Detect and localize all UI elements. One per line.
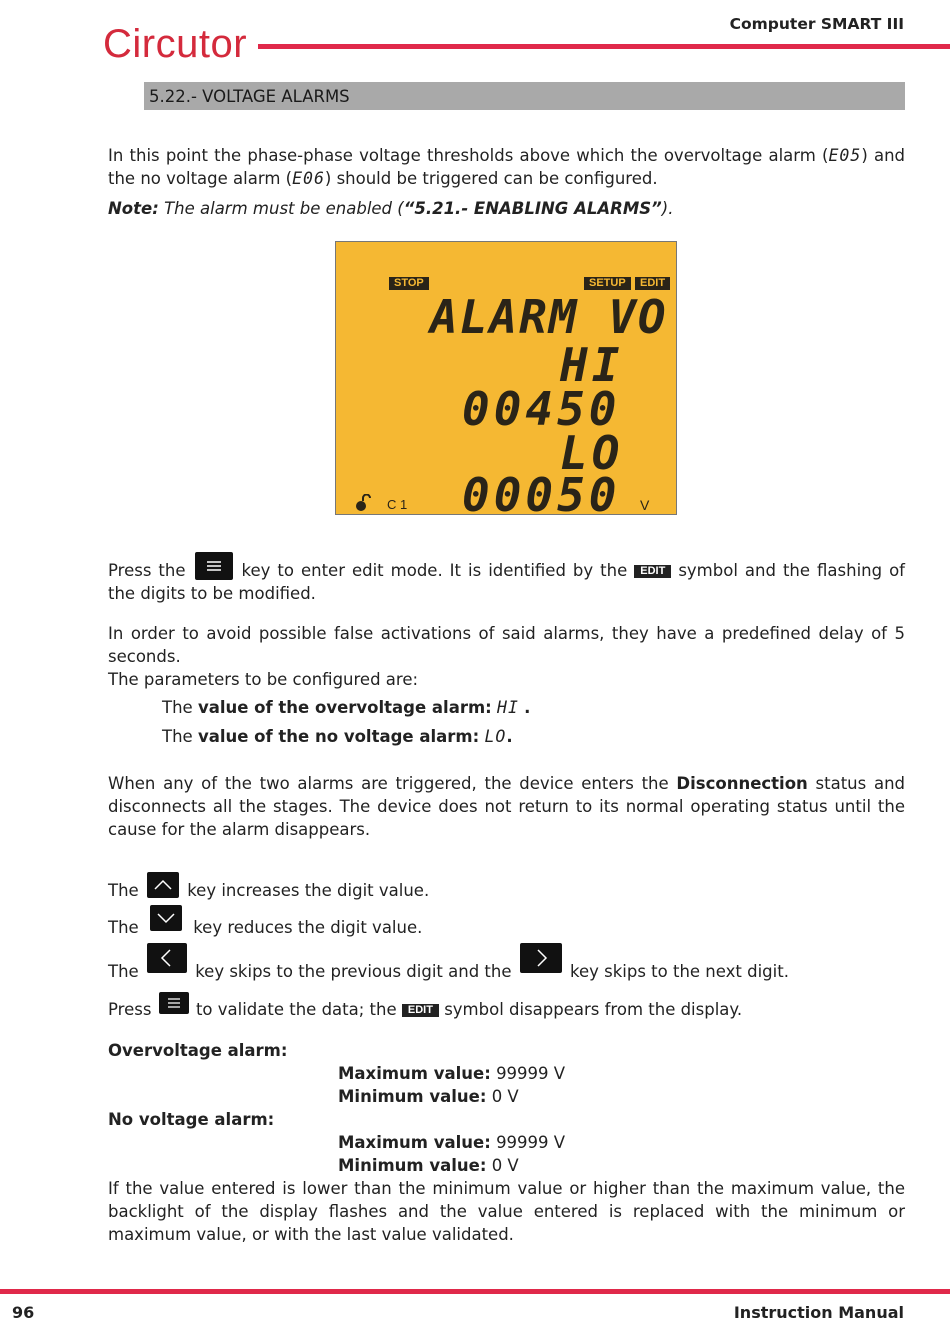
page-number: 96	[12, 1303, 35, 1322]
lcd-setup-tag: SETUP	[584, 277, 631, 290]
lcd-unit: V	[640, 497, 650, 513]
menu-icon	[159, 992, 189, 1014]
right-key[interactable]	[520, 943, 562, 973]
key-down-line: The key reduces the digit value.	[108, 905, 905, 939]
params-intro: The parameters to be configured are:	[108, 670, 419, 689]
up-key[interactable]	[147, 872, 179, 898]
edit-symbol: EDIT	[634, 565, 671, 578]
note-line: Note: The alarm must be enabled (“5.21.- ENABLING ALARMS”).	[108, 199, 674, 218]
param-item-no-voltage: The value of the no voltage alarm: LO.	[162, 727, 513, 746]
code-hi: HI	[497, 698, 519, 717]
no-voltage-max: Maximum value: 99999 V	[338, 1133, 566, 1152]
header-rule	[258, 44, 950, 49]
footer-rule	[0, 1289, 950, 1294]
lcd-line-hi-value: 00450	[462, 382, 621, 436]
disconnection-paragraph: When any of the two alarms are triggered, the device enters the Disconnection status and disconnects all the stages. The device does not return to its normal operating status until the cause for the alarm disappears.	[108, 774, 906, 839]
edit-mode-paragraph: Press the key to enter edit mode. It is identified by the EDIT symbol and the flashing of the digits to be modified.	[108, 552, 905, 605]
code-e06: E06	[292, 169, 325, 188]
circutor-logo: Circutor	[103, 22, 248, 66]
menu-icon	[195, 552, 233, 580]
intro-paragraph: In this point the phase-phase voltage thresholds above which the overvoltage alarm (E05) and the no voltage alarm (E06) should be triggered can be configured.	[108, 146, 905, 188]
section-title: 5.22.- VOLTAGE ALARMS	[149, 87, 350, 106]
param-item-overvoltage: The value of the overvoltage alarm: HI .	[162, 698, 531, 717]
disconnection-term: Disconnection	[676, 774, 808, 793]
edit-symbol: EDIT	[402, 1004, 439, 1017]
down-key[interactable]	[150, 905, 182, 931]
closing-paragraph: If the value entered is lower than the minimum value or higher than the maximum value, the backlight of the display flashes and the value entered is replaced with the minimum or maximum value, or with the last value validated.	[108, 1179, 905, 1244]
no-voltage-limits-title: No voltage alarm:	[108, 1110, 275, 1129]
code-lo: LO	[484, 727, 507, 746]
key-left-right-line: The key skips to the previous digit and the key skips to the next digit.	[108, 943, 905, 983]
chevron-down-icon	[150, 905, 182, 931]
overvoltage-max: Maximum value: 99999 V	[338, 1064, 566, 1083]
lcd-line-lo-value: 00050	[462, 468, 621, 522]
delay-paragraph: In order to avoid possible false activations of said alarms, they have a predefined delay of 5 seconds.	[108, 624, 905, 666]
menu-key[interactable]	[195, 552, 233, 580]
chevron-right-icon	[520, 943, 562, 973]
lcd-edit-tag: EDIT	[635, 277, 670, 290]
chevron-left-icon	[147, 943, 187, 973]
left-key[interactable]	[147, 943, 187, 973]
lcd-display	[335, 241, 677, 522]
menu-key-validate[interactable]	[159, 992, 189, 1014]
key-up-line: The key increases the digit value.	[108, 872, 905, 902]
validate-line: Press to validate the data; the EDIT symbol disappears from the display.	[108, 992, 905, 1021]
no-voltage-min: Minimum value: 0 V	[338, 1156, 519, 1175]
document-title: Computer SMART III	[729, 15, 904, 33]
overvoltage-limits-title: Overvoltage alarm:	[108, 1041, 288, 1060]
lcd-line-hi: HI	[560, 338, 624, 392]
padlock-open-icon	[355, 494, 371, 512]
chevron-up-icon	[147, 872, 179, 898]
footer-manual-title: Instruction Manual	[733, 1303, 904, 1322]
note-reference: “5.21.- ENABLING ALARMS”	[403, 199, 662, 218]
lcd-line-alarm: ALARM VO	[430, 290, 668, 344]
note-label: Note:	[108, 199, 159, 218]
lcd-stop-tag: STOP	[389, 277, 429, 290]
overvoltage-min: Minimum value: 0 V	[338, 1087, 519, 1106]
lcd-line-lo: LO	[560, 426, 624, 480]
code-e05: E05	[828, 146, 862, 165]
lcd-channel: C 1	[387, 497, 408, 512]
